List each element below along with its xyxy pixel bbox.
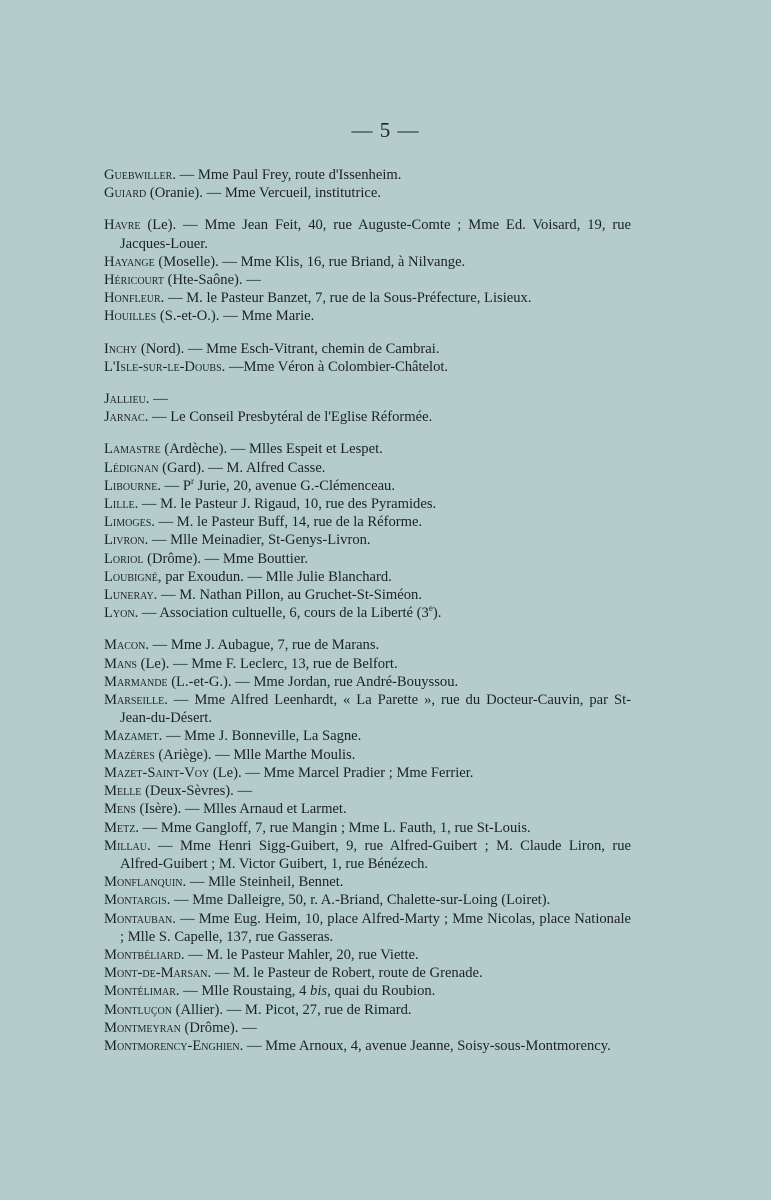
place-name: Lédignan bbox=[104, 459, 159, 476]
directory-entry bbox=[104, 673, 631, 691]
place-name: Mans bbox=[104, 655, 137, 672]
directory-entry bbox=[104, 307, 631, 325]
entry-text: (Le). — Mme Marcel Pradier ; Mme Ferrier. bbox=[209, 764, 474, 781]
entry-group bbox=[104, 636, 631, 1055]
entry-text: (Drôme). — bbox=[180, 1019, 257, 1036]
entry-text: . — M. le Pasteur Banzet, 7, rue de la Sous-Préfecture, Lisieux. bbox=[160, 290, 532, 307]
entry-text: (Moselle). — Mme Klis, 16, rue Briand, à Nilvange. bbox=[154, 253, 466, 270]
place-name: Monflanquin bbox=[104, 874, 183, 891]
directory-entry bbox=[104, 746, 631, 764]
place-name: Mazamet bbox=[104, 728, 159, 745]
entry-text: . — M. Nathan Pillon, au Gruchet-St-Siméon. bbox=[153, 587, 423, 604]
directory-entry bbox=[104, 727, 631, 745]
entry-text: . — Mme Dalleigre, 50, r. A.-Briand, Chalette-sur-Loing (Loiret). bbox=[166, 892, 551, 909]
entry-text-continued: ). bbox=[432, 605, 442, 622]
place-name: Loubigné bbox=[104, 568, 158, 585]
place-name: Luneray bbox=[104, 587, 154, 604]
directory-entry bbox=[104, 636, 631, 654]
directory-entry bbox=[104, 531, 631, 549]
place-name: Montmorency-Enghien bbox=[104, 1037, 240, 1054]
entry-text: . —Mme Véron à Colombier-Châtelot. bbox=[221, 358, 449, 375]
entry-text: . — Mme Arnoux, 4, avenue Jeanne, Soisy-sous-Montmorency. bbox=[239, 1037, 611, 1054]
directory-entry bbox=[104, 253, 631, 271]
directory-entry bbox=[104, 340, 631, 358]
entry-text: (Isère). — Mlles Arnaud et Larmet. bbox=[135, 801, 347, 818]
directory-entry bbox=[104, 982, 631, 1000]
entry-text: . — Mlle Steinheil, Bennet. bbox=[182, 874, 344, 891]
directory-entry bbox=[104, 1001, 631, 1019]
place-name: Héricourt bbox=[104, 272, 164, 289]
place-name: Hayange bbox=[104, 253, 155, 270]
directory-entry bbox=[104, 946, 631, 964]
entry-text: . — Mlle Roustaing, 4 bbox=[175, 983, 311, 1000]
directory-entry bbox=[104, 390, 631, 408]
directory-entry bbox=[104, 1037, 631, 1055]
entry-text: . — Mme J. Bonneville, La Sagne. bbox=[158, 728, 362, 745]
entry-text: . — M. le Pasteur J. Rigaud, 10, rue des Pyramides. bbox=[134, 496, 437, 513]
directory-entry bbox=[104, 891, 631, 909]
directory-entry bbox=[104, 440, 631, 458]
place-name: Montluçon bbox=[104, 1001, 172, 1018]
entry-text: (Ariège). — Mlle Marthe Moulis. bbox=[154, 746, 356, 763]
place-name: Montbéliard bbox=[104, 946, 181, 963]
place-name: Limoges bbox=[104, 514, 152, 531]
page-number: — 5 — bbox=[351, 118, 420, 142]
directory-entry bbox=[104, 837, 631, 873]
directory-entry bbox=[104, 782, 631, 800]
entry-group bbox=[104, 340, 631, 376]
entry-group bbox=[104, 440, 631, 622]
directory-entry bbox=[104, 271, 631, 289]
directory-entry bbox=[104, 495, 631, 513]
directory-entry bbox=[104, 655, 631, 673]
entry-text: . — Mme J. Aubague, 7, rue de Marans. bbox=[145, 637, 380, 654]
entry-text: (Le). — Mme F. Leclerc, 13, rue de Belfort. bbox=[136, 655, 398, 672]
entry-text: . — M. le Pasteur Buff, 14, rue de la Réforme. bbox=[151, 514, 423, 531]
place-name: Libourne bbox=[104, 477, 158, 494]
entry-text: (Drôme). — Mme Bouttier. bbox=[143, 550, 309, 567]
place-name: Jallieu bbox=[104, 391, 146, 408]
directory-entry bbox=[104, 513, 631, 531]
entry-text: . — Mme Gangloff, 7, rue Mangin ; Mme L. Fauth, 1, rue St-Louis. bbox=[135, 819, 531, 836]
entry-text: (Gard). — M. Alfred Casse. bbox=[158, 459, 326, 476]
place-name: Honfleur bbox=[104, 290, 161, 307]
place-name: L'Isle-sur-le-Doubs bbox=[104, 358, 222, 375]
superscript: e bbox=[428, 603, 433, 614]
place-name: Mazet-Saint-Voy bbox=[104, 764, 210, 781]
place-name: Guebwiller bbox=[104, 167, 173, 183]
entry-text: (Deux-Sèvres). — bbox=[141, 783, 253, 800]
place-name: Montélimar bbox=[104, 983, 176, 1000]
directory-entry bbox=[104, 764, 631, 782]
directory-entry bbox=[104, 289, 631, 307]
directory-entry bbox=[104, 910, 631, 946]
place-name: Jarnac bbox=[104, 409, 145, 426]
place-name: Inchy bbox=[104, 340, 138, 357]
directory-entry bbox=[104, 691, 631, 727]
entry-text: . — M. le Pasteur de Robert, route de Grenade. bbox=[207, 965, 483, 982]
directory-entry bbox=[104, 800, 631, 818]
entry-text: (Le). — Mme Jean Feit, 40, rue Auguste-Comte ; Mme Ed. Voisard, 19, rue Jacques-Louer. bbox=[120, 217, 631, 252]
entry-text: (Allier). — M. Picot, 27, rue de Rimard. bbox=[171, 1001, 412, 1018]
entry-text: . — Mme Alfred Leenhardt, « La Parette », rue du Docteur-Cauvin, par St-Jean-du-Désert. bbox=[120, 692, 631, 727]
entry-text: (L.-et-G.). — Mme Jordan, rue André-Bouyssou. bbox=[167, 673, 459, 690]
entry-text: . — Le Conseil Presbytéral de l'Eglise Réformée. bbox=[144, 409, 433, 426]
directory-entry bbox=[104, 964, 631, 982]
place-name: Guiard bbox=[104, 185, 147, 202]
directory-entry bbox=[104, 477, 631, 495]
entry-text: . — Mlle Meinadier, St-Genys-Livron. bbox=[144, 532, 371, 549]
entry-text-continued: , quai du Roubion. bbox=[327, 983, 436, 1000]
directory-entry bbox=[104, 568, 631, 586]
place-name: Havre bbox=[104, 217, 141, 234]
superscript: r bbox=[191, 475, 195, 486]
place-name: Mens bbox=[104, 801, 136, 818]
entry-text: . — bbox=[145, 391, 168, 408]
entry-text: . — Mme Eug. Heim, 10, place Alfred-Marty ; Mme Nicolas, place Nationale ; Mlle S. Capelle, 137, rue Gasseras. bbox=[120, 910, 631, 945]
place-name: Metz bbox=[104, 819, 136, 836]
directory-entry bbox=[104, 184, 631, 202]
place-name: Lamastre bbox=[104, 441, 161, 458]
entry-group bbox=[104, 390, 631, 426]
place-name: Marseille bbox=[104, 692, 165, 709]
entry-text: (Nord). — Mme Esch-Vitrant, chemin de Cambrai. bbox=[137, 340, 440, 357]
entry-text: . — M. le Pasteur Mahler, 20, rue Viette. bbox=[180, 946, 419, 963]
place-name: Montargis bbox=[104, 892, 167, 909]
entry-text: . — Association cultuelle, 6, cours de la Liberté (3 bbox=[134, 605, 429, 622]
directory-entry bbox=[104, 459, 631, 477]
place-name: Mazères bbox=[104, 746, 155, 763]
italic-text: bis bbox=[310, 983, 328, 1000]
entry-text: , par Exoudun. — Mlle Julie Blanchard. bbox=[157, 568, 392, 585]
directory-entry bbox=[104, 216, 631, 252]
entry-text-continued: Jurie, 20, avenue G.-Clémenceau. bbox=[194, 477, 396, 494]
directory-entry bbox=[104, 166, 631, 184]
place-name: Lyon bbox=[104, 605, 135, 622]
directory-entry bbox=[104, 1019, 631, 1037]
directory-entry bbox=[104, 408, 631, 426]
entry-text: . — Mme Paul Frey, route d'Issenheim. bbox=[172, 167, 402, 183]
place-name: Houilles bbox=[104, 308, 157, 325]
directory-entry bbox=[104, 873, 631, 891]
directory-list bbox=[104, 166, 631, 1069]
entry-text: . — Mme Henri Sigg-Guibert, 9, rue Alfred-Guibert ; M. Claude Liron, rue Alfred-Guibert ; M. Victor Guibert, 1, rue Bénézech. bbox=[120, 837, 631, 872]
place-name: Mont-de-Marsan bbox=[104, 965, 208, 982]
entry-text: (Ardèche). — Mlles Espeit et Lespet. bbox=[160, 441, 383, 458]
place-name: Marmande bbox=[104, 673, 168, 690]
place-name: Melle bbox=[104, 783, 142, 800]
directory-entry bbox=[104, 358, 631, 376]
place-name: Macon bbox=[104, 637, 146, 654]
place-name: Livron bbox=[104, 532, 145, 549]
entry-text: (S.-et-O.). — Mme Marie. bbox=[156, 308, 315, 325]
place-name: Millau bbox=[104, 837, 147, 854]
place-name: Montauban bbox=[104, 910, 173, 927]
entry-group bbox=[104, 166, 631, 202]
entry-text: (Hte-Saône). — bbox=[163, 272, 261, 289]
directory-entry bbox=[104, 819, 631, 837]
place-name: Montmeyran bbox=[104, 1019, 181, 1036]
place-name: Lille bbox=[104, 496, 135, 513]
directory-entry bbox=[104, 586, 631, 604]
directory-entry bbox=[104, 604, 631, 622]
entry-text: . — P bbox=[157, 477, 192, 494]
directory-entry bbox=[104, 550, 631, 568]
place-name: Loriol bbox=[104, 550, 144, 567]
entry-group bbox=[104, 216, 631, 325]
entry-text: (Oranie). — Mme Vercueil, institutrice. bbox=[146, 185, 382, 202]
